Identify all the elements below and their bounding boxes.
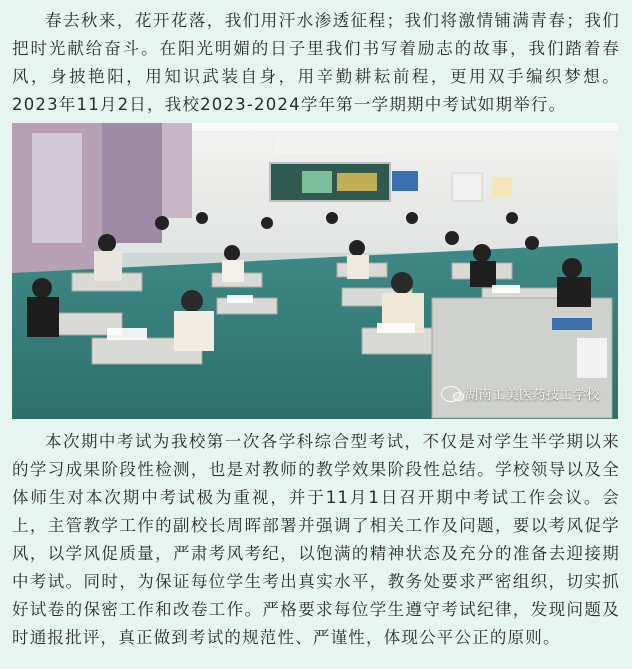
wechat-icon [441, 386, 461, 402]
watermark-text: 湖南工美医药技工学校 [464, 388, 600, 403]
photo-watermark [441, 384, 600, 403]
exam-classroom-photo [12, 123, 618, 419]
body-paragraph: 本次期中考试为我校第一次各学科综合型考试，不仅是对学生半学期以来的学习成果阶段性检测，也是对教师的教学效果阶段性总结。学校领导以及全体师生对本次期中考试极为重视，并于11月1日召开期中考试工作会议。会上，主管教学工作的副校长周晖部署并强调了相关工作及问题，要以考风促学风，以学风促质量，严肃考风考纪，以饱满的精神状态及充分的准备去迎接期中考试。同时，为保证每位学生考出真实水平，教务处要求严密组织，切实抓好试卷的保密工作和改卷工作。严格要求每位学生遵守考试纪律，发现问题及时通报批评，真正做到考试的规范性、严谨性，体现公平公正的原则。 [12, 432, 620, 647]
photo-illustration [12, 123, 618, 419]
intro-paragraph: 春去秋来，花开花落，我们用汗水渗透征程；我们将激情铺满青春；我们把时光献给奋斗。在阳光明媚的日子里我们书写着励志的故事，我们踏着春风，身披艳阳，用知识武装自身，用辛勤耕耘前程，更用双手编织梦想。2023年11月2日，我校2023-2024学年第一学期期中考试如期举行。 [12, 11, 620, 114]
